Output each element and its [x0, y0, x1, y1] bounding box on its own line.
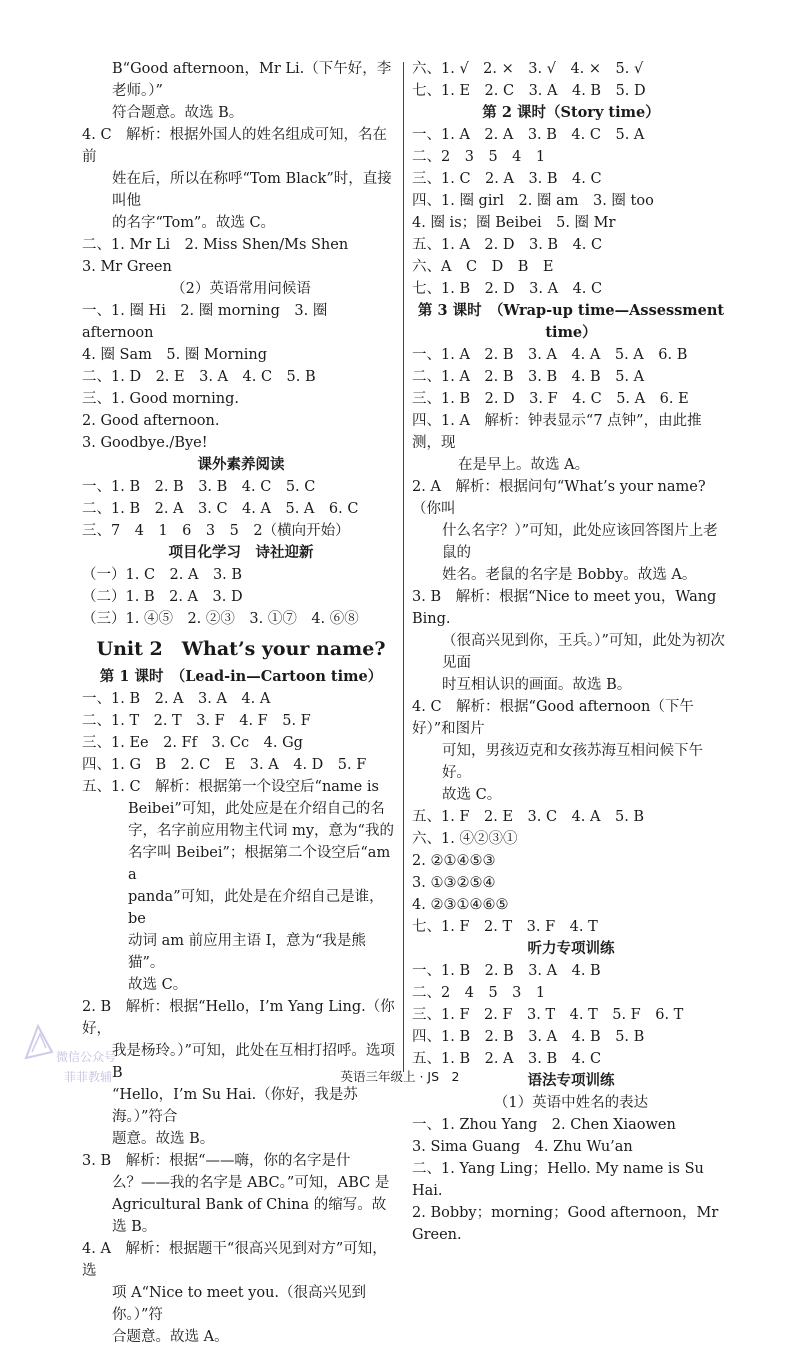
right-line: 四、1. A 解析：钟表显示“7 点钟”，由此推测，现 — [412, 413, 702, 451]
left-line: 一、1. B 2. B 3. B 4. C 5. C — [82, 479, 316, 495]
left-line: 字，名字前应用物主代词 my，意为“我的 — [128, 823, 394, 839]
left-line: 三、7 4 1 6 3 5 2（横向开始） — [82, 523, 350, 539]
right-line: 三、1. F 2. F 3. T 4. T 5. F 6. T — [412, 1007, 684, 1023]
watermark-text-1: 微信公众号 — [56, 1050, 117, 1064]
right-line: 二、2 4 5 3 1 — [412, 985, 546, 1001]
right-line: 第 3 课时 （Wrap-up time—Assessment time） — [417, 302, 730, 341]
watermark — [22, 1018, 142, 1106]
left-line: 四、1. G B 2. C E 3. A 4. D 5. F — [82, 757, 367, 773]
right-line: 七、1. E 2. C 3. A 4. B 5. D — [412, 83, 646, 99]
left-line: 3. B 解析：根据“——嗨，你的名字是什 — [82, 1153, 351, 1169]
right-line: 4. ②③①④⑥⑤ — [412, 897, 509, 913]
left-line: 三、1. Ee 2. Ff 3. Cc 4. Gg — [82, 735, 303, 751]
right-line: 四、1. 圈 girl 2. 圈 am 3. 圈 too — [412, 193, 654, 209]
right-line: 二、2 3 5 4 1 — [412, 149, 546, 165]
right-line: 一、1. Zhou Yang 2. Chen Xiaowen — [412, 1117, 676, 1133]
left-line: （一）1. C 2. A 3. B — [82, 567, 243, 583]
right-line: 语法专项训练 — [527, 1072, 615, 1089]
right-line: 一、1. A 2. B 3. A 4. A 5. A 6. B — [412, 347, 688, 363]
left-line: 三、1. Good morning. — [82, 391, 239, 407]
watermark-text-2: 菲菲教辅 — [64, 1070, 113, 1084]
left-line: 动词 am 前应用主语 I，意为“我是熊猫”。 — [128, 933, 366, 971]
left-line: 的名字“Tom”。故选 C。 — [112, 215, 276, 231]
left-line: （2）英语常用问候语 — [171, 281, 311, 297]
left-line: 二、1. D 2. E 3. A 4. C 5. B — [82, 369, 316, 385]
left-line: 3. Goodbye./Bye! — [82, 435, 208, 451]
left-line: 4. 圈 Sam 5. 圈 Morning — [82, 347, 268, 363]
left-line: panda”可知，此处是在介绍自己是谁，be — [128, 889, 384, 927]
left-line: 一、1. 圈 Hi 2. 圈 morning 3. 圈 afternoon — [82, 303, 332, 341]
left-line: 五、1. C 解析：根据第一个设空后“name is — [82, 779, 379, 795]
right-line: 四、1. B 2. B 3. A 4. B 5. B — [412, 1029, 645, 1045]
left-line: （三）1. ④⑤ 2. ②③ 3. ①⑦ 4. ⑥⑧ — [82, 611, 359, 627]
right-line: 3. Sima Guang 4. Zhu Wu’an — [412, 1139, 633, 1155]
right-line: 4. C 解析：根据“Good afternoon（下午好）”和图片 — [412, 699, 694, 737]
left-line: 2. Good afternoon. — [82, 413, 220, 429]
left-line: 姓在后，所以在称呼“Tom Black”时，直接叫他 — [112, 171, 392, 209]
watermark-logo-icon — [22, 1022, 56, 1067]
left-line: 么？——我的名字是 ABC。”可知，ABC 是 — [112, 1175, 390, 1191]
right-line: 可知，男孩迈克和女孩苏海互相问候下午好。 — [442, 743, 703, 781]
right-line: 4. 圈 is；圈 Beibei 5. 圈 Mr — [412, 215, 616, 231]
left-line: （二）1. B 2. A 3. D — [82, 589, 243, 605]
right-line: 什么名字？）”可知，此处应该回答图片上老鼠的 — [442, 523, 718, 561]
right-line: 2. Bobby；morning；Good afternoon，Mr Green. — [412, 1205, 723, 1243]
right-line: 一、1. B 2. B 3. A 4. B — [412, 963, 601, 979]
left-line: 3. Mr Green — [82, 259, 172, 275]
left-line: 二、1. Mr Li 2. Miss Shen/Ms Shen — [82, 237, 349, 253]
right-line: （1）英语中姓名的表达 — [493, 1095, 649, 1111]
right-line: 听力专项训练 — [527, 940, 615, 957]
left-column — [82, 58, 400, 1348]
right-line: 六、1. √ 2. × 3. √ 4. × 5. √ — [412, 61, 644, 77]
page-footer: 英语三年级上 · JS 2 — [340, 1069, 460, 1084]
right-line: 七、1. F 2. T 3. F 4. T — [412, 919, 598, 935]
right-line: 姓名。老鼠的名字是 Bobby。故选 A。 — [442, 567, 697, 583]
left-line: 故选 C。 — [128, 977, 188, 993]
left-line: 第 1 课时 （Lead-in—Cartoon time） — [99, 668, 383, 685]
right-line: 在是早上。故选 A。 — [458, 457, 590, 473]
left-line: 课外素养阅读 — [197, 456, 285, 473]
left-line: 二、1. T 2. T 3. F 4. F 5. F — [82, 713, 311, 729]
left-line: 二、1. B 2. A 3. C 4. A 5. A 6. C — [82, 501, 359, 517]
left-line: 题意。故选 B。 — [112, 1131, 215, 1147]
left-line: Beibei”可知，此处应是在介绍自己的名 — [128, 801, 385, 817]
left-line: 2. B 解析：根据“Hello，I’m Yang Ling.（你好， — [82, 999, 395, 1037]
left-line: 我是杨玲。）”可知，此处在互相打招呼。选项 B — [112, 1043, 400, 1081]
left-line: Unit 2 What’s your name? — [96, 638, 386, 660]
right-line: 五、1. F 2. E 3. C 4. A 5. B — [412, 809, 645, 825]
right-line: 时互相认识的画面。故选 B。 — [442, 677, 632, 693]
right-line: 第 2 课时（Story time） — [482, 104, 660, 121]
right-line: 六、1. ④②③① — [412, 831, 518, 847]
right-line: 3. ①③②⑤④ — [412, 875, 496, 891]
left-line: 名字叫 Beibei”；根据第二个设空后“am a — [128, 845, 395, 883]
left-line: 合题意。故选 A。 — [112, 1329, 229, 1345]
right-line: 三、1. B 2. D 3. F 4. C 5. A 6. E — [412, 391, 689, 407]
left-line: 项目化学习 诗社迎新 — [168, 544, 314, 561]
right-line: 二、1. A 2. B 3. B 4. B 5. A — [412, 369, 645, 385]
right-line: 3. B 解析：根据“Nice to meet you，Wang Bing. — [412, 589, 721, 627]
right-line: （很高兴见到你，王兵。）”可知，此处为初次见面 — [442, 633, 725, 671]
right-line: 七、1. B 2. D 3. A 4. C — [412, 281, 603, 297]
left-line: 4. C 解析：根据外国人的姓名组成可知，名在前 — [82, 127, 388, 165]
right-line: 六、A C D B E — [412, 259, 554, 275]
left-line: 符合题意。故选 B。 — [112, 105, 244, 121]
right-line: 故选 C。 — [442, 787, 502, 803]
left-line: 一、1. B 2. A 3. A 4. A — [82, 691, 271, 707]
left-line: “Hello，I’m Su Hai.（你好，我是苏海。）”符合 — [112, 1087, 358, 1125]
column-divider — [403, 62, 404, 1072]
right-line: 一、1. A 2. A 3. B 4. C 5. A — [412, 127, 645, 143]
left-line: 项 A“Nice to meet you.（很高兴见到你。）”符 — [112, 1285, 367, 1323]
right-line: 三、1. C 2. A 3. B 4. C — [412, 171, 602, 187]
left-line: B“Good afternoon，Mr Li.（下午好，李老师。）” — [112, 61, 392, 99]
right-line: 2. ②①④⑤③ — [412, 853, 496, 869]
right-line: 五、1. A 2. D 3. B 4. C — [412, 237, 603, 253]
left-line: Agricultural Bank of China 的缩写。故选 B。 — [112, 1197, 387, 1235]
right-line: 五、1. B 2. A 3. B 4. C — [412, 1051, 602, 1067]
left-line: 4. A 解析：根据题干“很高兴见到对方”可知，选 — [82, 1241, 387, 1279]
right-line: 二、1. Yang Ling；Hello. My name is Su Hai. — [412, 1161, 709, 1199]
right-line: 2. A 解析：根据问句“What’s your name?（你叫 — [412, 479, 706, 517]
